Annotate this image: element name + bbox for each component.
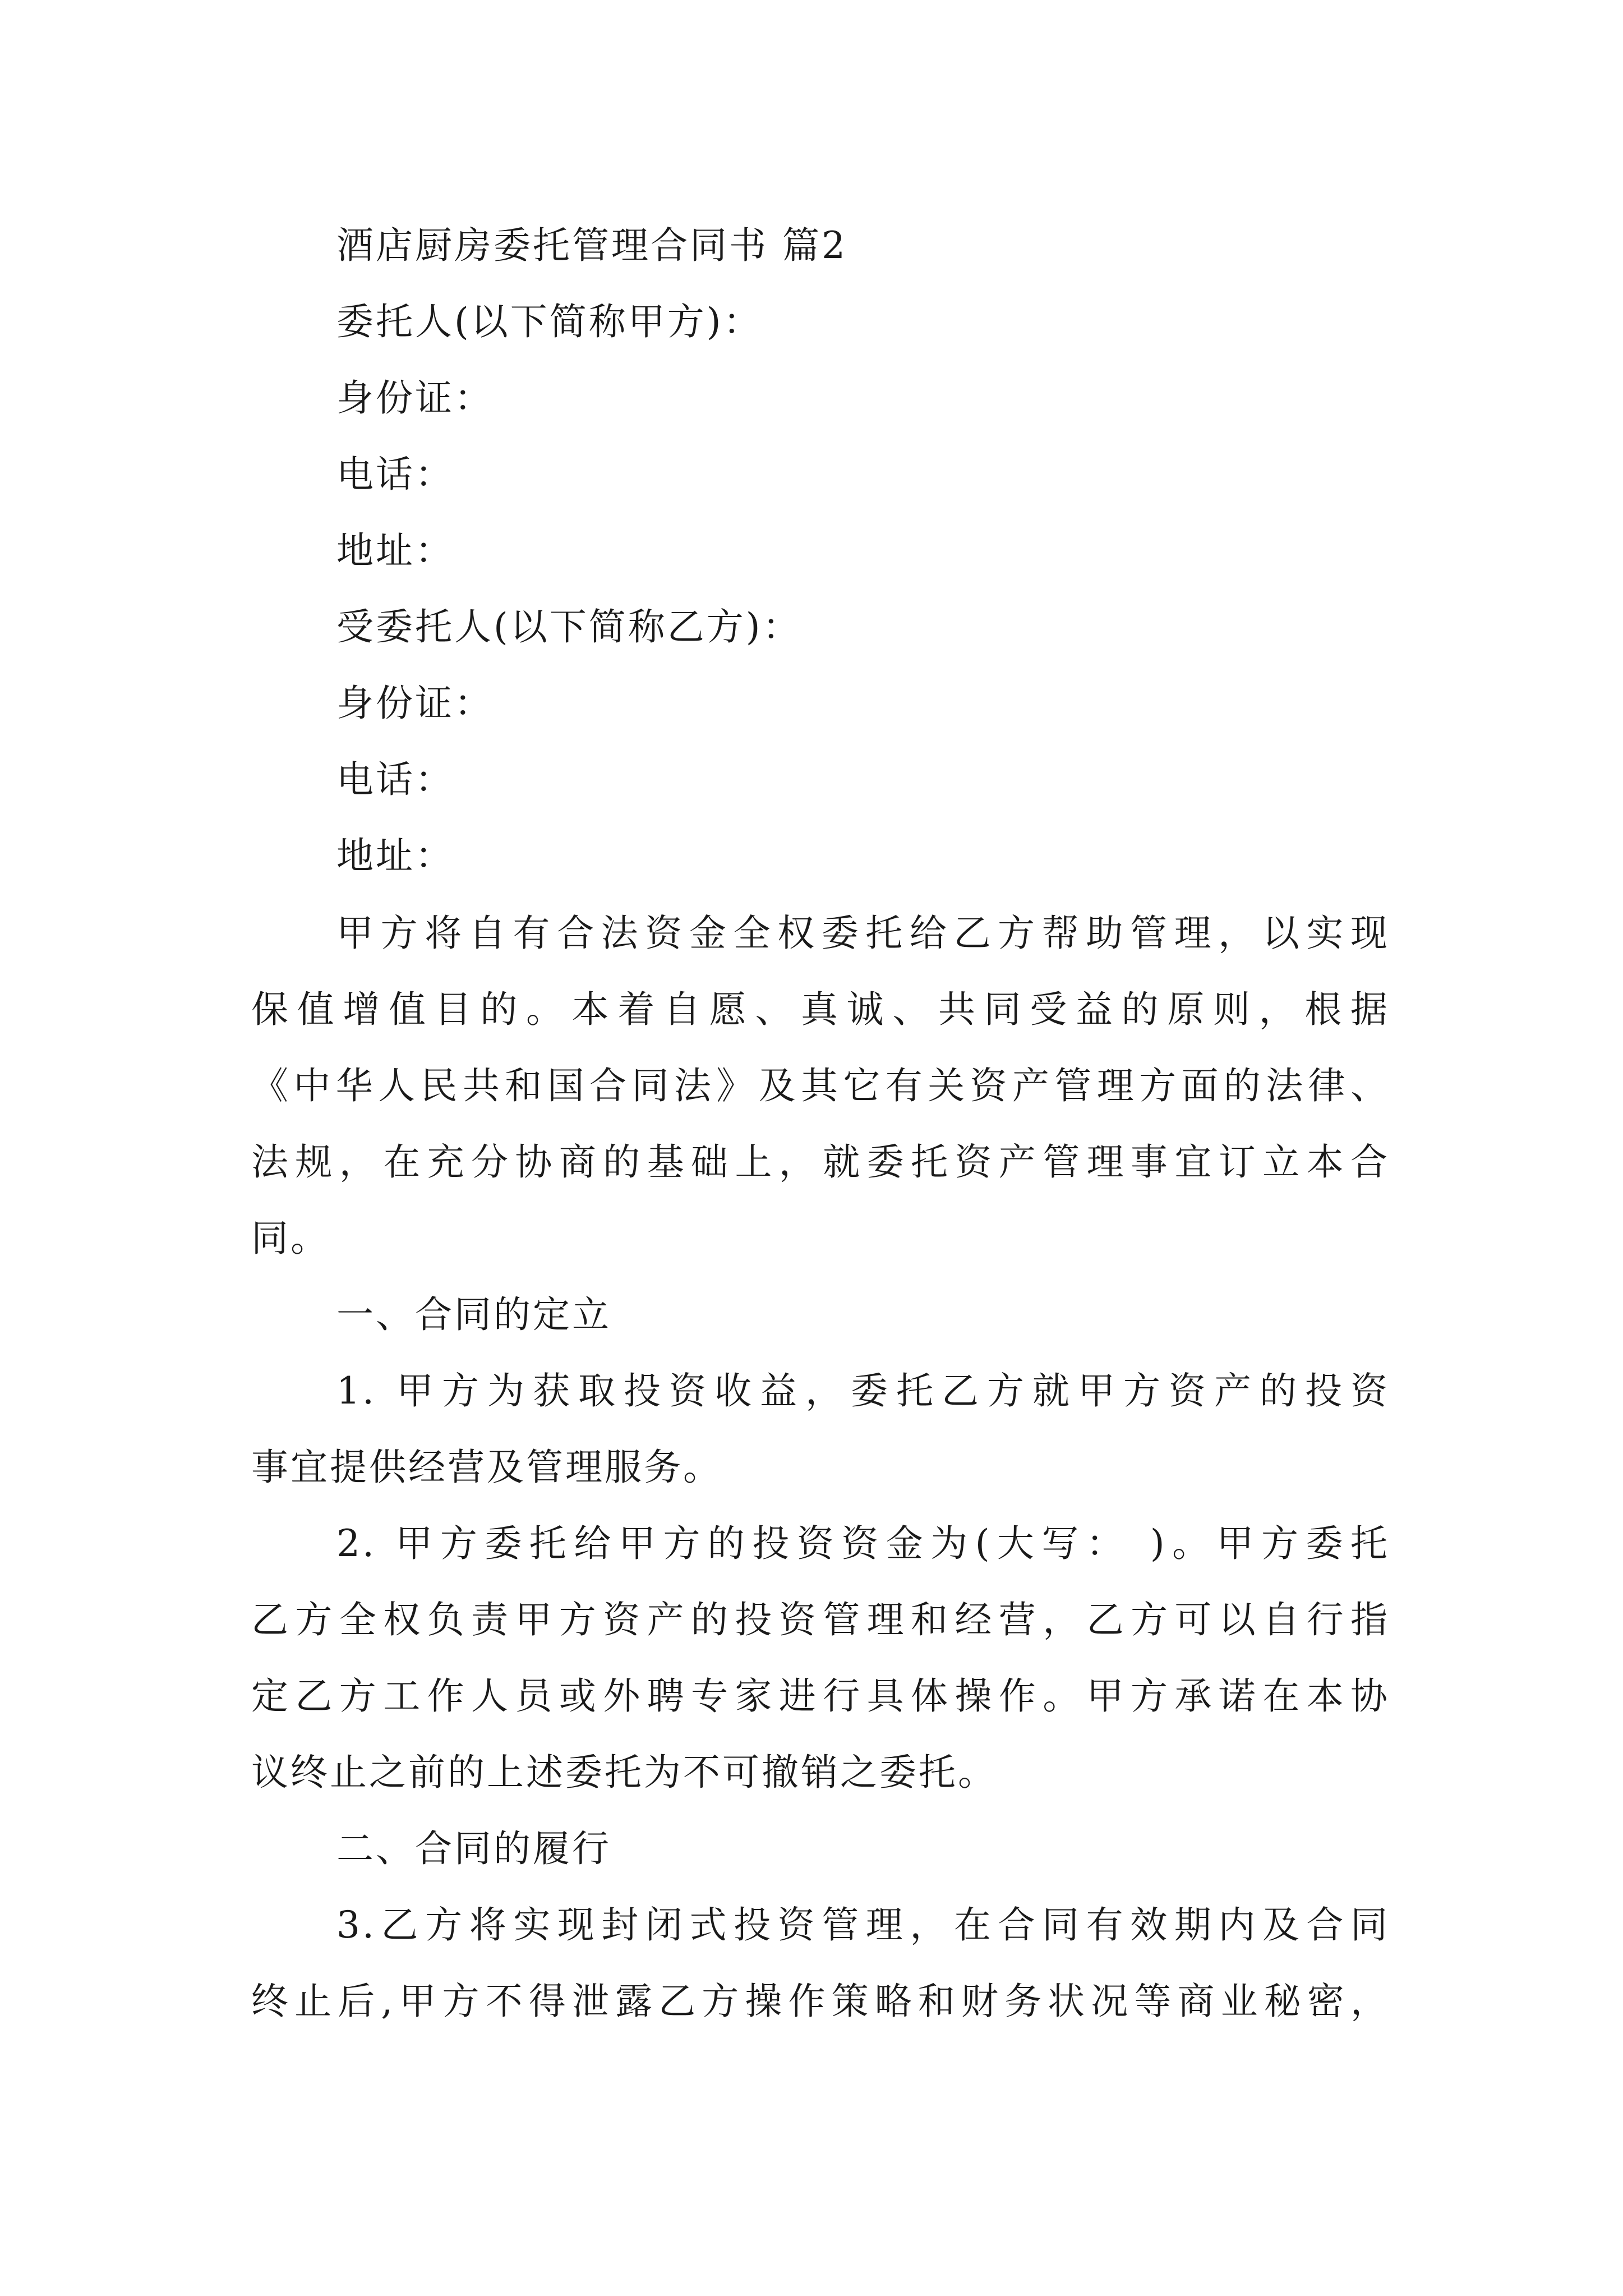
- preamble-line: 同。: [251, 1217, 330, 1260]
- party-a-label: 委托人(以下简称甲方)：: [336, 300, 763, 343]
- party-b-label: 受委托人(以下简称乙方)：: [336, 605, 802, 648]
- preamble-line: 法规，在充分协商的基础上，就委托资产管理事宜订立本合: [251, 1140, 1390, 1184]
- party-a-id-label: 身份证：: [336, 376, 494, 420]
- party-a-address-label: 地址：: [336, 529, 454, 572]
- preamble-line: 《中华人民共和国合同法》及其它有关资产管理方面的法律、: [251, 1064, 1390, 1107]
- clause-2-line: 议终止之前的上述委托为不可撤销之委托。: [251, 1751, 997, 1794]
- clause-2-line: 2. 甲方委托给甲方的投资资金为(大写： )。甲方委托: [336, 1522, 1390, 1565]
- preamble-line: 保值增值目的。本着自愿、真诚、共同受益的原则，根据: [251, 988, 1390, 1031]
- clause-1-line: 1. 甲方为获取投资收益，委托乙方就甲方资产的投资: [336, 1369, 1390, 1412]
- document-title: 酒店厨房委托管理合同书 篇2: [336, 224, 847, 267]
- section-heading-2: 二、合同的履行: [336, 1827, 611, 1870]
- clause-3-line: 终止后,甲方不得泄露乙方操作策略和财务状况等商业秘密，: [251, 1980, 1390, 2023]
- party-a-phone-label: 电话：: [336, 453, 454, 496]
- party-b-address-label: 地址：: [336, 834, 454, 877]
- clause-2-line: 定乙方工作人员或外聘专家进行具体操作。甲方承诺在本协: [251, 1674, 1390, 1718]
- preamble-line: 甲方将自有合法资金全权委托给乙方帮助管理，以实现: [336, 912, 1390, 955]
- party-b-id-label: 身份证：: [336, 682, 494, 725]
- clause-2-line: 乙方全权负责甲方资产的投资管理和经营，乙方可以自行指: [251, 1598, 1390, 1641]
- section-heading-1: 一、合同的定立: [336, 1293, 611, 1336]
- clause-1-line: 事宜提供经营及管理服务。: [251, 1446, 722, 1489]
- party-b-phone-label: 电话：: [336, 758, 454, 801]
- clause-3-line: 3.乙方将实现封闭式投资管理，在合同有效期内及合同: [336, 1903, 1390, 1947]
